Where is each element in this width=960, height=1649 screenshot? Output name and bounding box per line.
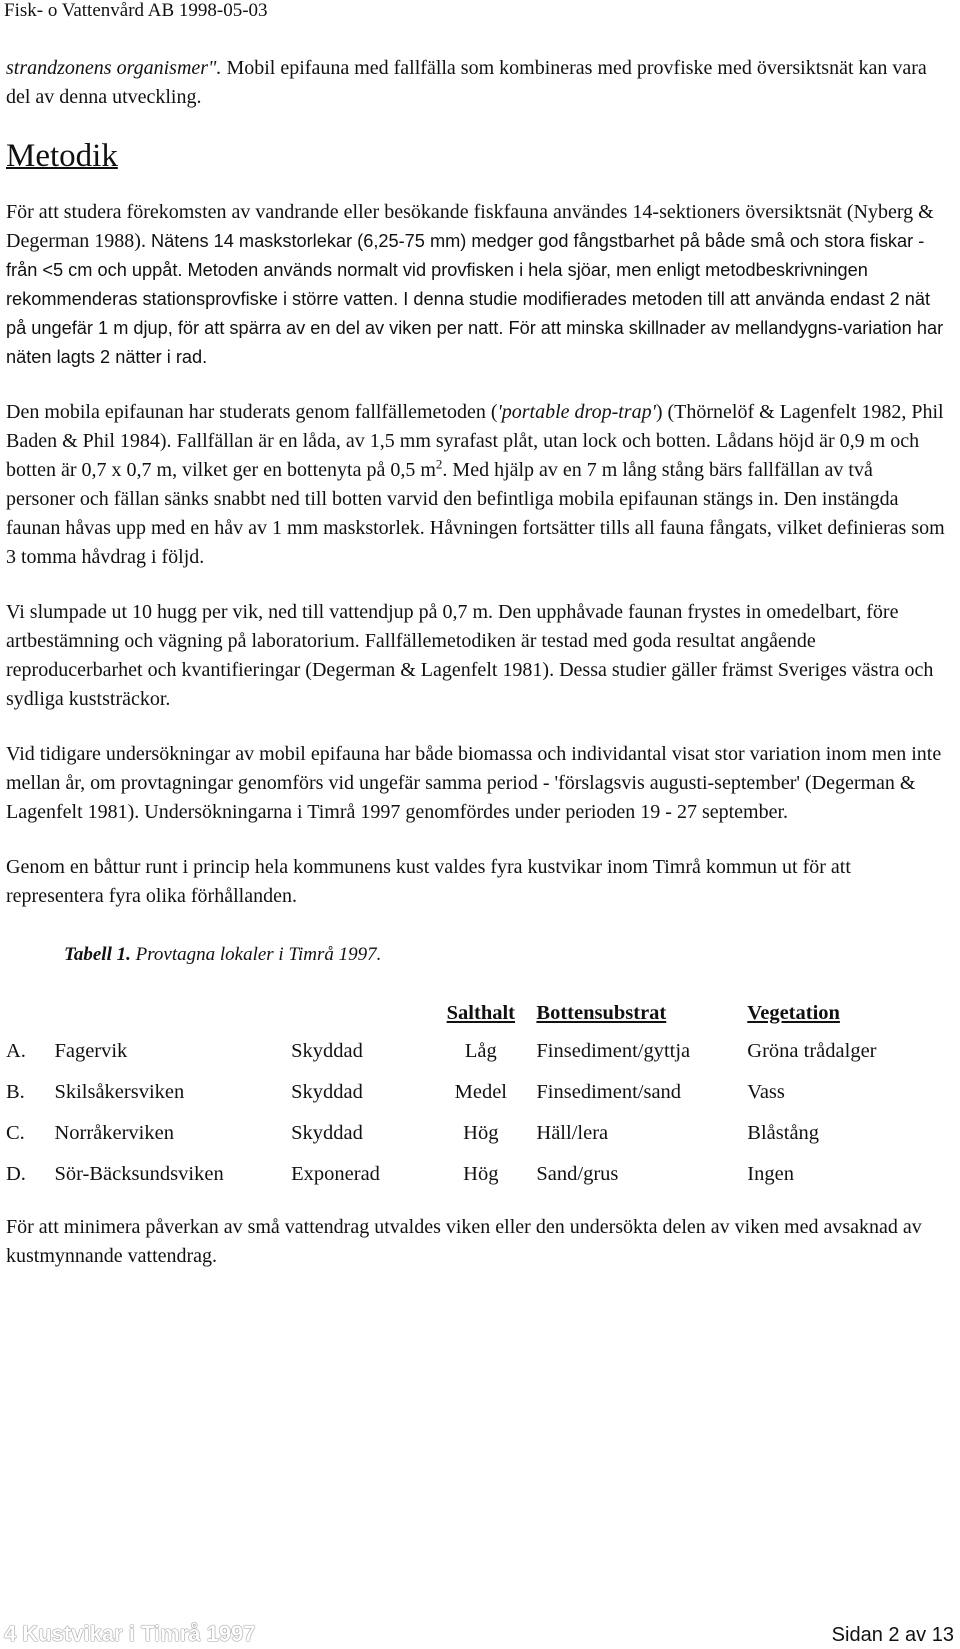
intro-italic: strandzonens organismer".	[6, 57, 222, 79]
vegetation: Vass	[747, 1081, 785, 1103]
paragraph-4: Vid tidigare undersökningar av mobil epifauna har både biomassa och individantal visat stor variation inom men inte mellan år, om provtagningar genomförs vid ungefär samma period - 'förslagsvis augusti-september' (Degerman & Lagenfelt 1981). Undersökningarna i Timrå 1997 genomfördes under perioden 19 - 27 september.	[6, 743, 942, 823]
table-caption-label: Tabell 1.	[64, 944, 131, 965]
table-header-bottensubstrat: Bottensubstrat	[536, 1001, 667, 1024]
paragraph-2-b: ) (Thörnelöf & Lagenfelt 1982, Phil Baden & Phil 1984). Fallfällan är en låda, av 1,5 mm syrafast plåt, utan lock och botten. Lådans höjd är 0,9 m och botten är 0,7 x 0,7 m, vilket ger en bottenyta på 0,5 m	[6, 401, 944, 481]
table-row	[6, 1154, 946, 1195]
table-header-cell	[6, 995, 54, 1031]
exposure: Skyddad	[291, 1040, 363, 1062]
intro-text: Mobil epifauna med fallfälla som kombineras med provfiske med översiktsnät kan vara del av denna utveckling.	[6, 57, 927, 108]
salinity: Hög	[463, 1122, 499, 1144]
row-letter: A.	[6, 1040, 26, 1062]
salinity: Låg	[464, 1040, 497, 1062]
substrate: Häll/lera	[536, 1122, 609, 1144]
paragraph-2-a: Den mobila epifaunan har studerats genom fallfällemetoden (	[6, 401, 498, 423]
salinity: Hög	[463, 1163, 499, 1185]
paragraph-1	[6, 198, 946, 372]
row-letter: C.	[6, 1122, 25, 1144]
paragraph-2-c: . Med hjälp av en 7 m lång stång bärs fallfällan av två personer och fällan sänks snabbt ned till botten varvid den befintliga mobila epifaunan stängs in. Den instängda faunan håvas upp med en håv av 1 mm maskstorlek. Håvningen fortsätter tills all fauna fångats, vilket definieras som 3 tomma håvdrag i följd.	[6, 459, 945, 568]
location-name: Skilsåkersviken	[54, 1081, 185, 1103]
table-header-cell	[54, 995, 291, 1031]
paragraph-5: Genom en båttur runt i princip hela kommunens kust valdes fyra kustvikar inom Timrå kommun ut för att representera fyra olika förhållanden.	[6, 856, 851, 907]
vegetation: Ingen	[747, 1163, 794, 1185]
table-header-row	[6, 995, 946, 1031]
row-letter: D.	[6, 1163, 26, 1185]
footer-document-title: 4 Kustvikar i Timrå 1997	[4, 1621, 256, 1646]
location-name: Norråkerviken	[54, 1122, 174, 1144]
vegetation: Gröna trådalger	[747, 1040, 877, 1062]
paragraph-2-superscript: 2	[435, 456, 443, 472]
table-caption-text: Provtagna lokaler i Timrå 1997.	[130, 944, 382, 965]
section-heading: Metodik	[6, 138, 118, 174]
substrate: Sand/grus	[536, 1163, 619, 1185]
page-header: Fisk- o Vattenvård AB 1998-05-03	[4, 0, 268, 21]
paragraph-6: För att minimera påverkan av små vattendrag utvaldes viken eller den undersökta delen av viken med avsaknad av kustmynnande vattendrag.	[6, 1216, 922, 1267]
table-caption	[64, 941, 946, 969]
exposure: Skyddad	[291, 1122, 363, 1144]
paragraph-1-serif: För att studera förekomsten av vandrande eller besökande fiskfauna användes 14-sektioners översiktsnät (Nyberg & Degerman 1988).	[6, 201, 934, 252]
salinity: Medel	[454, 1081, 507, 1103]
paragraph-3: Vi slumpade ut 10 hugg per vik, ned till vattendjup på 0,7 m. Den upphåvade faunan frystes in omedelbart, före artbestämning och vägning på laboratorium. Fallfällemetodiken är testad med goda resultat angående reproducerbarhet och kvantifieringar (Degerman & Lagenfelt 1981). Dessa studier gäller främst Sveriges västra och sydliga kuststräckor.	[6, 601, 934, 710]
location-name: Fagervik	[54, 1040, 128, 1062]
intro-paragraph	[6, 54, 946, 112]
footer-page-number: Sidan 2 av 13	[831, 1624, 954, 1646]
table-header-vegetation: Vegetation	[747, 1001, 840, 1024]
vegetation: Blåstång	[747, 1122, 820, 1144]
exposure: Exponerad	[291, 1163, 380, 1185]
location-name: Sör-Bäcksundsviken	[54, 1163, 224, 1185]
row-letter: B.	[6, 1081, 25, 1103]
paragraph-2	[6, 398, 946, 572]
table-header-cell	[291, 995, 425, 1031]
exposure: Skyddad	[291, 1081, 363, 1103]
table-row	[6, 1031, 946, 1072]
paragraph-2-italic: 'portable drop-trap'	[497, 401, 656, 423]
substrate: Finsediment/sand	[536, 1081, 682, 1103]
locations-table	[6, 995, 946, 1195]
table-row	[6, 1113, 946, 1154]
paragraph-1-sans: Nätens 14 maskstorlekar (6,25-75 mm) medger god fångstbarhet på både små och stora fiskar - från <5 cm och uppåt. Metoden används normalt vid provfisken i hela sjöar, men enligt metodbeskrivningen rekommenderas stationsprovfiske i större vatten. I denna studie modifierades metoden till att använda endast 2 nät på ungefär 1 m djup, för att spärra av en del av viken per natt. För att minska skillnader av mellandygns-variation har näten lagts 2 nätter i rad.	[6, 231, 944, 367]
table-header-salthalt: Salthalt	[446, 1001, 515, 1024]
document-body	[6, 54, 946, 1271]
table-row	[6, 1072, 946, 1113]
substrate: Finsediment/gyttja	[536, 1040, 691, 1062]
